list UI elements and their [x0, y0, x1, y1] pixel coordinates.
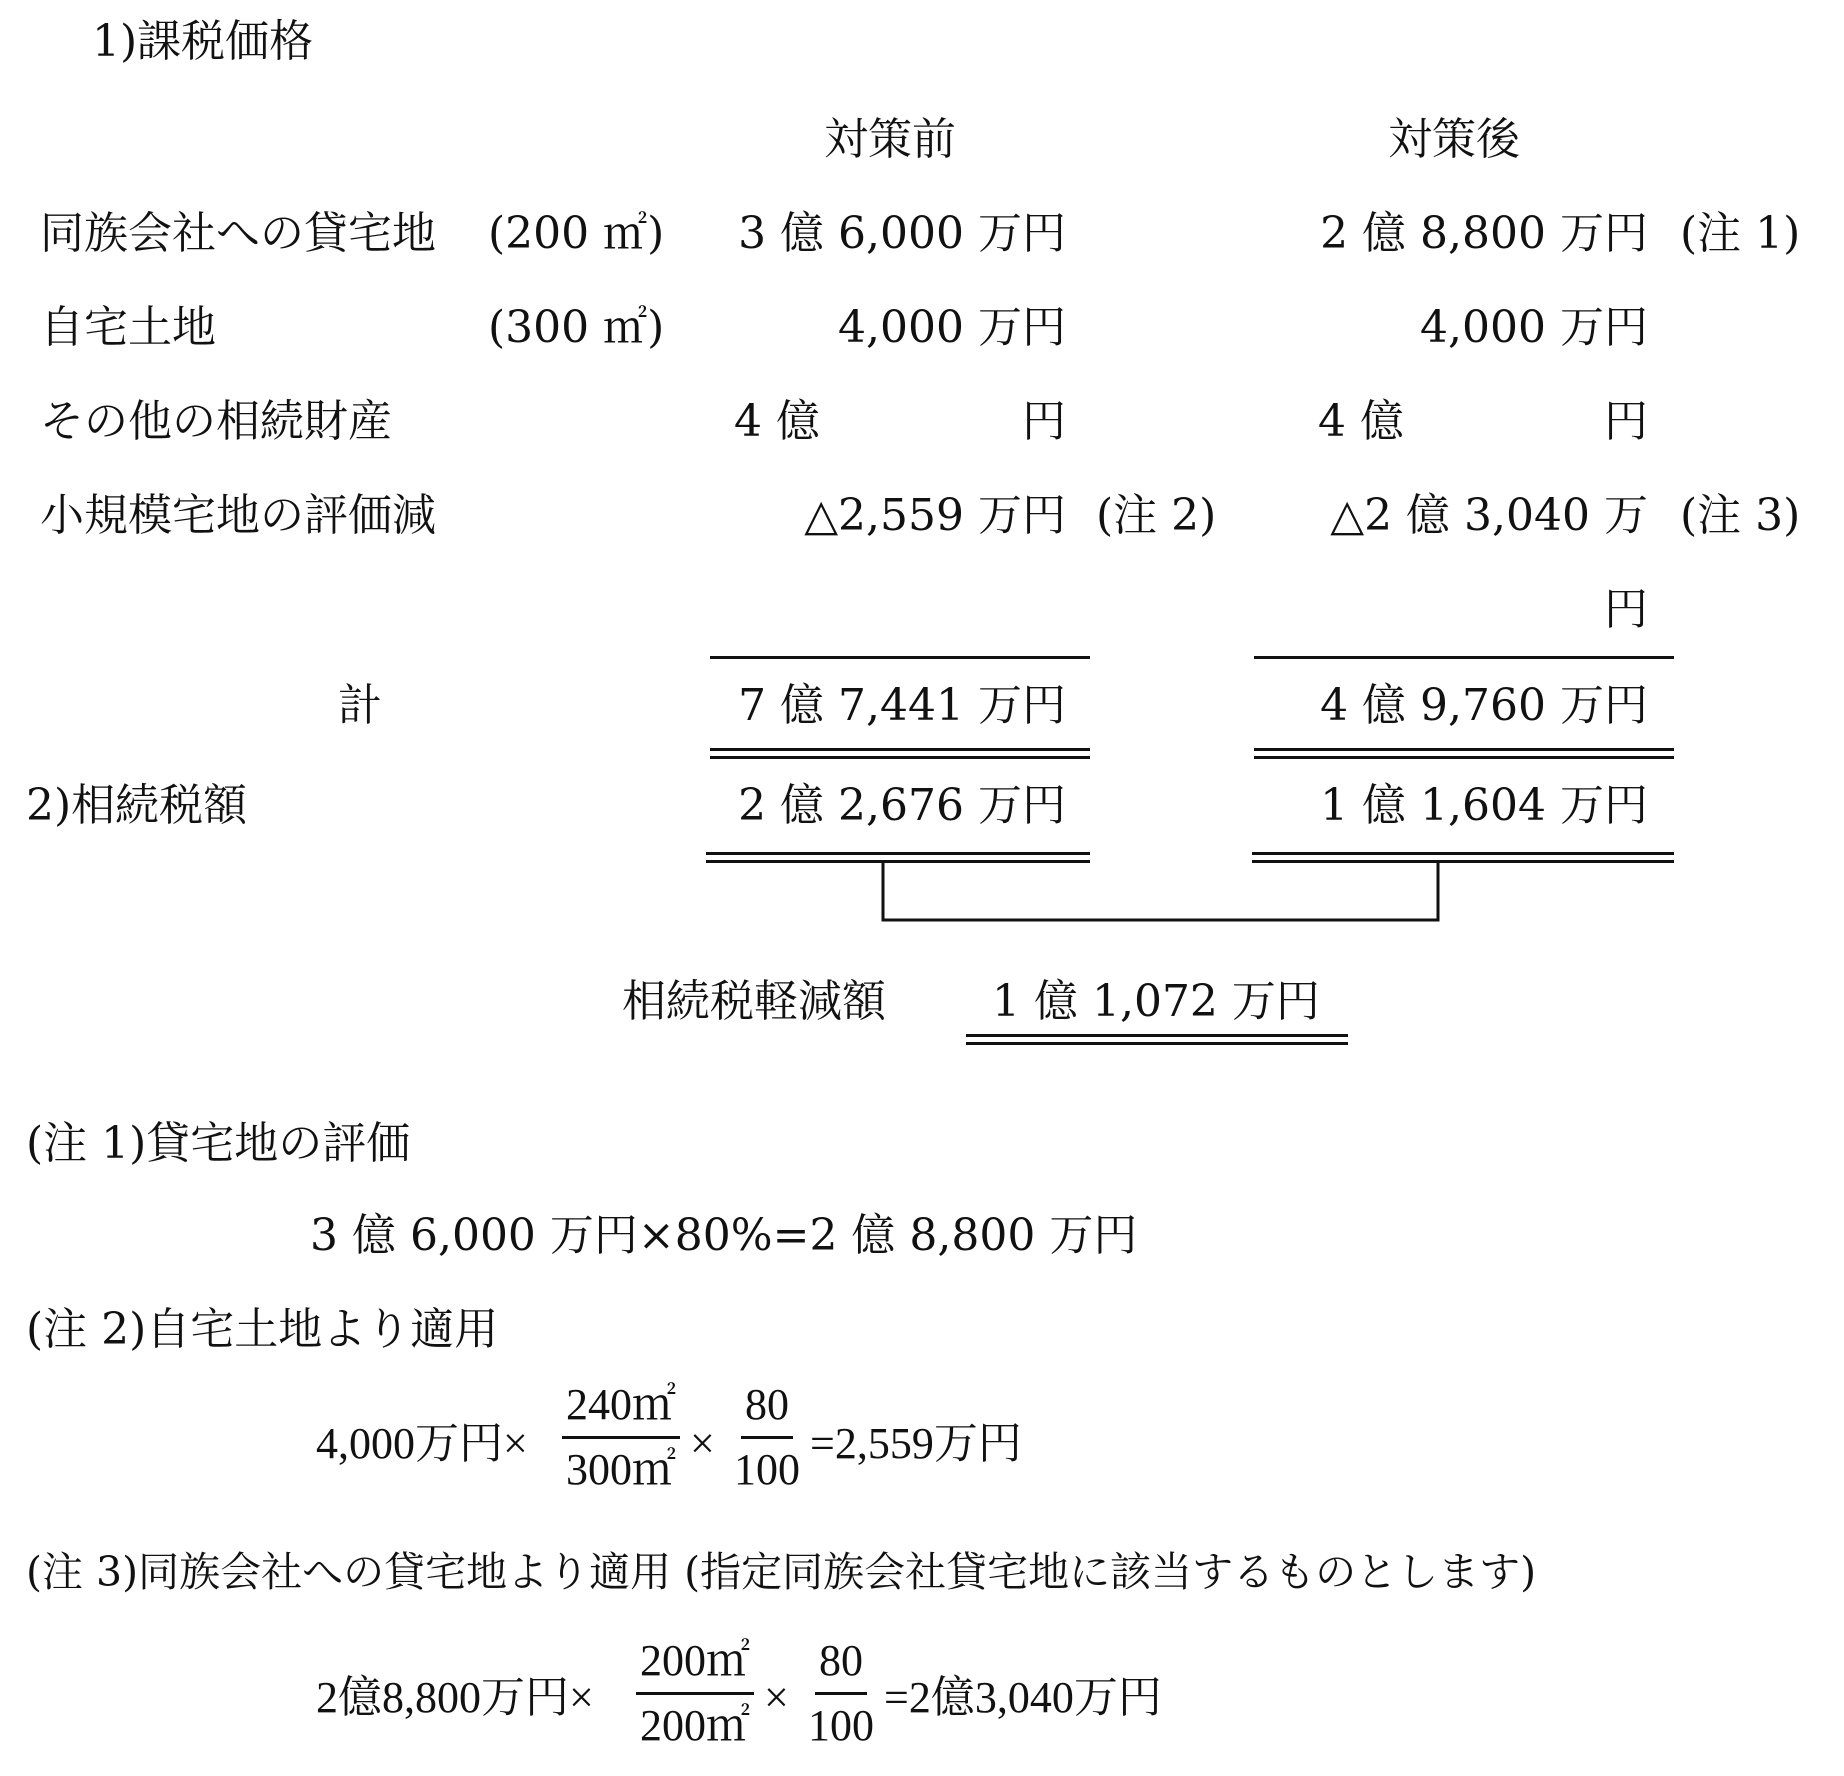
tax-before: 2 億 2,676 万円: [738, 780, 1066, 831]
row-after-note: (注 3): [1680, 490, 1801, 541]
row-label: その他の相続財産: [40, 396, 392, 447]
row-after-en: 円: [1604, 396, 1648, 447]
note2-fraction-area-denominator: 300㎡: [566, 1445, 676, 1494]
note2-fraction-area-numerator: 240㎡: [562, 1380, 680, 1439]
row-before-value: 3 億 6,000 万円: [738, 208, 1066, 259]
row-after-value: 2 億 8,800 万円: [1320, 208, 1648, 259]
header-before: 対策前: [824, 114, 956, 165]
note3-fraction-area-denominator: 200㎡: [640, 1701, 750, 1750]
total-after: 4 億 9,760 万円: [1320, 680, 1648, 731]
row-before-note: (注 2): [1096, 490, 1217, 541]
note3-prefix: 2億8,800万円×: [316, 1673, 594, 1722]
row-before-en: 円: [1022, 396, 1066, 447]
row-before-oku: 4 億: [734, 396, 820, 447]
note1-formula: 3 億 6,000 万円×80%=2 億 8,800 万円: [310, 1210, 1138, 1261]
row-area: (300 ㎡): [488, 302, 665, 353]
note2-result: =2,559万円: [810, 1419, 1022, 1468]
note2-fraction-area: [562, 1380, 680, 1495]
tax-after: 1 億 1,604 万円: [1320, 780, 1648, 831]
note3-fraction-rate: [804, 1636, 878, 1751]
row-after-value: △2 億 3,040 万: [1330, 490, 1648, 541]
row-after-wrap: 円: [1604, 584, 1648, 635]
total-label: 計: [338, 680, 382, 731]
row-label: 小規模宅地の評価減: [40, 490, 436, 541]
row-label: 同族会社への貸宅地: [40, 208, 436, 259]
note3-result: =2億3,040万円: [884, 1673, 1162, 1722]
row-area: (200 ㎡): [488, 208, 665, 259]
note2-times: ×: [690, 1419, 715, 1468]
note3-title: (注 3)同族会社への貸宅地より適用 (指定同族会社貸宅地に該当するものとします): [26, 1548, 1537, 1596]
note3-times: ×: [764, 1673, 789, 1722]
row-after-note: (注 1): [1680, 208, 1801, 259]
reduction-label: 相続税軽減額: [622, 976, 886, 1027]
note2-prefix: 4,000万円×: [316, 1419, 528, 1468]
note3-fraction-area: [636, 1636, 754, 1751]
note2-title: (注 2)自宅土地より適用: [26, 1304, 499, 1355]
row-label: 自宅土地: [40, 302, 216, 353]
note3-fraction-area-numerator: 200㎡: [636, 1636, 754, 1695]
note2-fraction-rate: [730, 1380, 804, 1495]
row-before-value: △2,559 万円: [804, 490, 1066, 541]
section2-title: 2)相続税額: [26, 780, 248, 831]
note2-fraction-rate-denominator: 100: [734, 1445, 800, 1494]
note3-fraction-rate-numerator: 80: [815, 1636, 867, 1695]
note3-fraction-rate-denominator: 100: [808, 1701, 874, 1750]
section1-title: 1)課税価格: [92, 16, 314, 67]
row-after-oku: 4 億: [1318, 396, 1404, 447]
note1-title: (注 1)貸宅地の評価: [26, 1118, 411, 1169]
header-after: 対策後: [1388, 114, 1520, 165]
row-before-value: 4,000 万円: [838, 302, 1066, 353]
reduction-double-rule: [966, 1034, 1348, 1045]
reduction-value: 1 億 1,072 万円: [992, 976, 1320, 1027]
note2-fraction-rate-numerator: 80: [741, 1380, 793, 1439]
total-before: 7 億 7,441 万円: [738, 680, 1066, 731]
row-after-value: 4,000 万円: [1420, 302, 1648, 353]
